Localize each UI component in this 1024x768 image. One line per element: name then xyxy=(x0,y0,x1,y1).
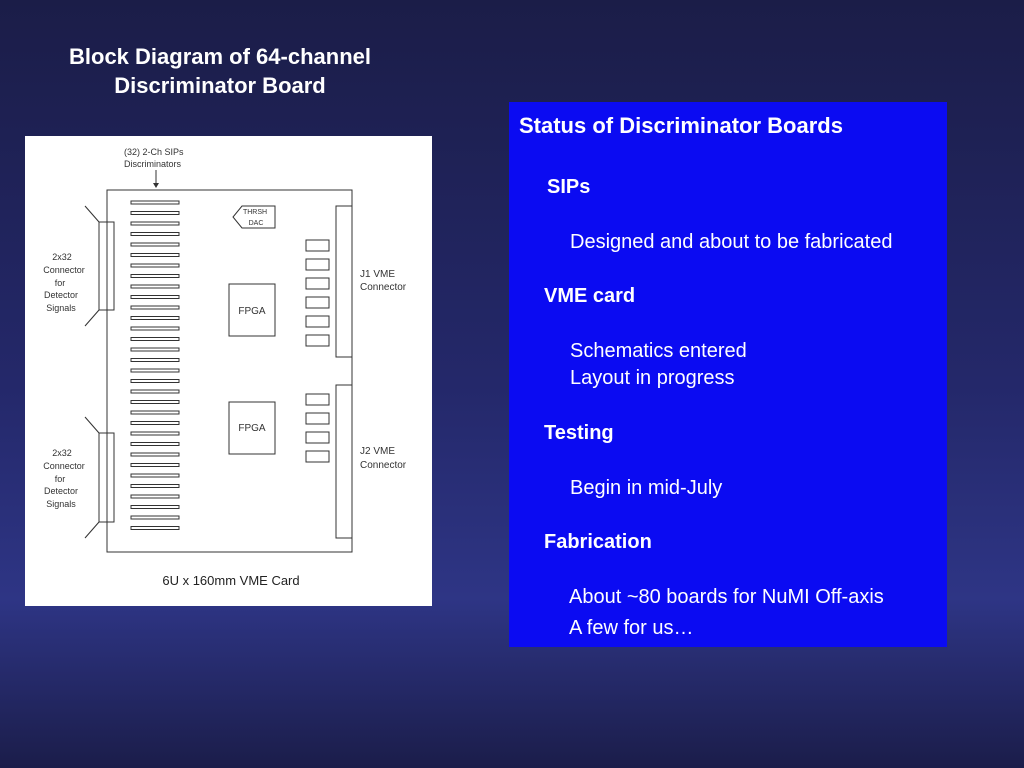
block-diagram xyxy=(25,136,432,606)
item-layout: Layout in progress xyxy=(570,367,735,389)
item-fab-few: A few for us… xyxy=(569,617,694,639)
sip-bar xyxy=(131,516,179,519)
sip-bar xyxy=(131,506,179,509)
slide-title-line2: Discriminator Board xyxy=(114,73,326,98)
j1-label-line1: J1 VME xyxy=(360,269,396,280)
fpga-top-label: FPGA xyxy=(238,306,266,317)
sips-label-line2: Discriminators xyxy=(124,159,182,169)
sip-bar xyxy=(131,527,179,530)
sip-bar xyxy=(131,443,179,446)
sip-bar xyxy=(131,275,179,278)
sip-bar xyxy=(131,390,179,393)
item-fab-numi: About ~80 boards for NuMI Off-axis xyxy=(569,586,884,608)
sip-bar xyxy=(131,264,179,267)
conn-top-line3: for xyxy=(54,278,66,288)
buffer-chip xyxy=(306,432,329,443)
thrsh-label-line1: THRSH xyxy=(242,209,268,216)
sip-bar xyxy=(131,212,179,215)
fpga-bottom-label: FPGA xyxy=(238,423,266,434)
sip-bar xyxy=(131,348,179,351)
connector-top-edge-lower xyxy=(85,310,99,326)
conn-bottom-line3: for xyxy=(54,474,66,484)
buffer-chip xyxy=(306,335,329,346)
buffer-chip xyxy=(306,278,329,289)
sip-bar xyxy=(131,369,179,372)
conn-bottom-line4: Detector xyxy=(43,486,79,496)
item-schematics: Schematics entered xyxy=(570,340,747,362)
buffer-chip xyxy=(306,240,329,251)
sip-bar xyxy=(131,317,179,320)
buffer-chip-array xyxy=(306,240,329,462)
thrsh-label-line2: DAC xyxy=(248,220,264,227)
conn-top-line2: Connector xyxy=(43,265,85,275)
buffer-chip xyxy=(306,394,329,405)
sip-bar xyxy=(131,422,179,425)
conn-bottom-line1: 2x32 xyxy=(52,448,72,458)
block-diagram-svg xyxy=(25,136,432,606)
j2-connector xyxy=(336,385,352,538)
j1-label-line2: Connector xyxy=(360,282,407,293)
sip-bar xyxy=(131,485,179,488)
sip-bar xyxy=(131,233,179,236)
sip-discriminator-array xyxy=(131,201,179,530)
sip-bar xyxy=(131,201,179,204)
slide-title xyxy=(20,42,420,100)
conn-bottom-line5: Signals xyxy=(46,499,76,509)
heading-fabrication: Fabrication xyxy=(544,531,652,553)
sip-bar xyxy=(131,306,179,309)
sip-bar xyxy=(131,296,179,299)
j1-connector xyxy=(336,206,352,357)
sip-bar xyxy=(131,453,179,456)
conn-top-line4: Detector xyxy=(43,290,79,300)
sips-arrow-head xyxy=(153,183,159,188)
sip-bar xyxy=(131,243,179,246)
sip-bar xyxy=(131,254,179,257)
heading-sips: SIPs xyxy=(547,176,591,198)
sip-bar xyxy=(131,474,179,477)
connector-bottom-edge-upper xyxy=(85,417,99,433)
sip-bar xyxy=(131,495,179,498)
sip-bar xyxy=(131,464,179,467)
j2-label-line1: J2 VME xyxy=(360,446,396,457)
conn-top-line5: Signals xyxy=(46,303,76,313)
heading-vme-card: VME card xyxy=(544,285,636,307)
heading-testing: Testing xyxy=(544,422,614,444)
sips-label-line1: (32) 2-Ch SIPs xyxy=(124,147,184,157)
buffer-chip xyxy=(306,259,329,270)
slide-title-line1: Block Diagram of 64-channel xyxy=(69,44,371,69)
buffer-chip xyxy=(306,297,329,308)
item-testing-begin: Begin in mid-July xyxy=(570,477,723,499)
buffer-chip xyxy=(306,316,329,327)
conn-top-line1: 2x32 xyxy=(52,252,72,262)
buffer-chip xyxy=(306,413,329,424)
sip-bar xyxy=(131,359,179,362)
sip-bar xyxy=(131,432,179,435)
item-sips-designed: Designed and about to be fabricated xyxy=(570,231,893,253)
sip-bar xyxy=(131,327,179,330)
diagram-caption: 6U x 160mm VME Card xyxy=(162,573,300,588)
sip-bar xyxy=(131,222,179,225)
status-title: Status of Discriminator Boards xyxy=(519,113,843,138)
sip-bar xyxy=(131,338,179,341)
status-panel xyxy=(509,102,947,647)
j2-label-line2: Connector xyxy=(360,460,407,471)
buffer-chip xyxy=(306,451,329,462)
sip-bar xyxy=(131,401,179,404)
sip-bar xyxy=(131,411,179,414)
connector-bottom-edge-lower xyxy=(85,522,99,538)
connector-top-edge-upper xyxy=(85,206,99,222)
sip-bar xyxy=(131,380,179,383)
sip-bar xyxy=(131,285,179,288)
conn-bottom-line2: Connector xyxy=(43,461,85,471)
